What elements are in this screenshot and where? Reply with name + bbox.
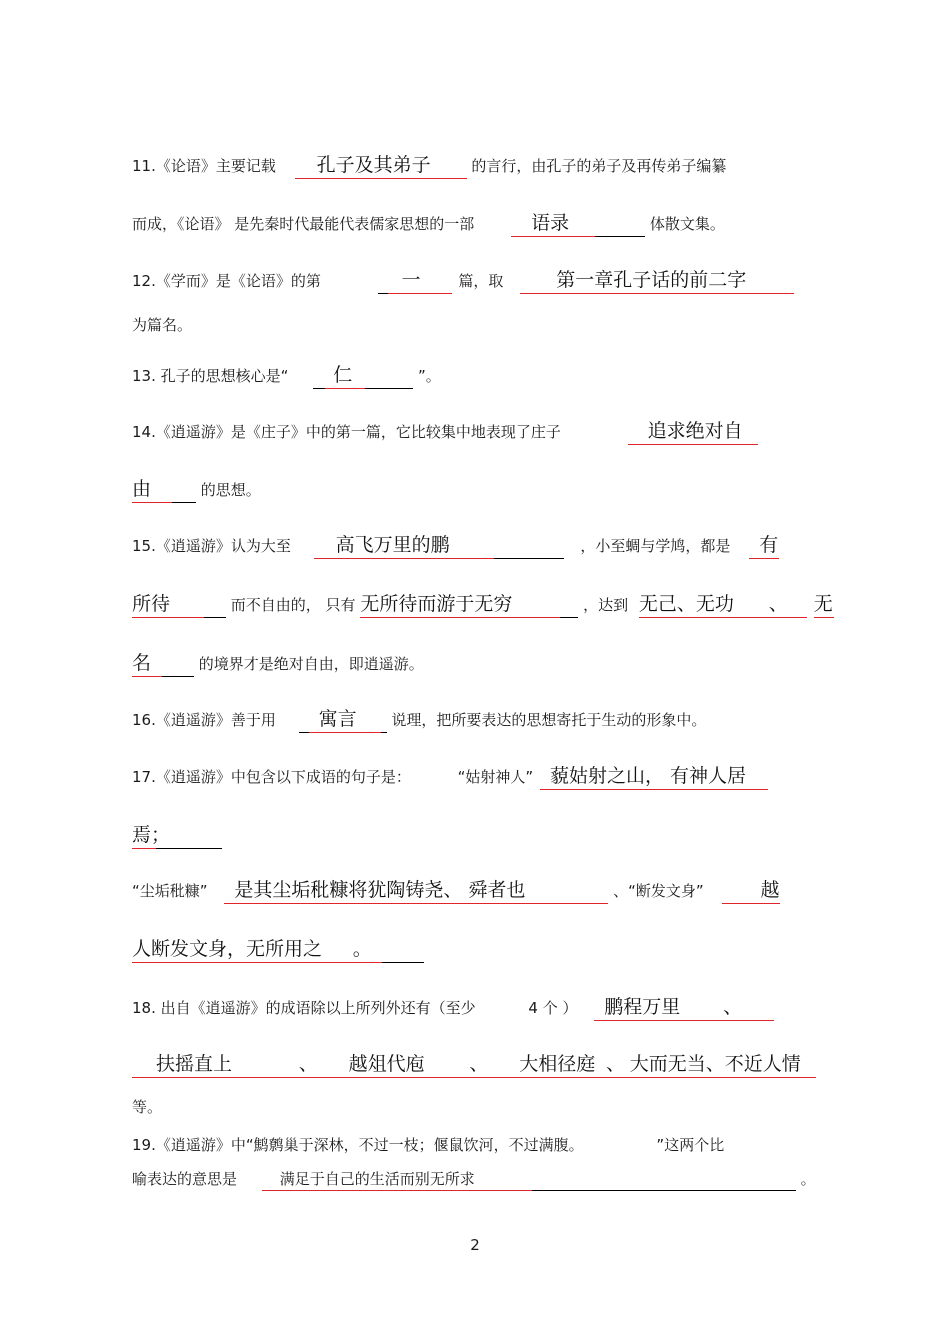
- q15-blank-2-part2: [132, 595, 226, 614]
- q18-answer-2: 扶摇直上: [156, 1053, 233, 1075]
- q17-end: 。: [352, 938, 372, 960]
- q15-mid-3: ，达到: [583, 596, 629, 614]
- q15-blank-5-part2: [132, 654, 194, 673]
- q16-suffix: 说理，把所要表达的思想寄托于生动的形象中。: [391, 711, 707, 729]
- q18-blank-2: [132, 1055, 816, 1074]
- q17-answer-1-part2: 焉；: [132, 824, 171, 846]
- q12-answer-1: 一: [401, 269, 421, 291]
- q15-separator: 、: [768, 593, 788, 615]
- q16-line: [132, 710, 706, 729]
- q12-line1: [132, 271, 794, 290]
- q15-answer-4: 无己、无功: [638, 593, 734, 615]
- q17-answer-1-part1: 藐姑射之山， 有神人居: [549, 765, 747, 787]
- q15-blank-5-part1: [814, 595, 834, 614]
- q15-answer-2-part2: 所待: [132, 593, 171, 615]
- q18-line3-text: 等。: [132, 1098, 163, 1116]
- q15-mid-1: ，小至蜩与学鸠，都是: [580, 537, 731, 555]
- q11-suffix: 体散文集。: [649, 215, 725, 233]
- q17-idiom-3: 、“断发文身”: [613, 882, 704, 900]
- q14-blank-part2: [132, 480, 196, 499]
- q17-answer-2: 是其尘垢秕糠将犹陶铸尧、 舜者也: [234, 879, 526, 901]
- q18-line3: [132, 1100, 162, 1115]
- q18-prefix: 18. 出自《逍遥游》的成语除以上所列外还有（至少: [132, 999, 476, 1017]
- q12-mid: 篇，取: [458, 272, 504, 290]
- q11-line2-prefix: 而成，《论语》 是先秦时代最能代表儒家思想的一部: [132, 215, 475, 233]
- q17-idiom-2: “尘垢秕糠”: [132, 882, 208, 900]
- q11-prefix: 11.《论语》主要记载: [132, 157, 276, 175]
- q14-line2: [132, 480, 261, 499]
- q13-line: [132, 366, 441, 385]
- q12-blank-2: [520, 271, 794, 290]
- q11-line2: [132, 214, 725, 233]
- q19-line1: [132, 1138, 724, 1153]
- q18-separator-3: 、: [469, 1053, 489, 1075]
- q16-answer: 寓言: [318, 708, 357, 730]
- q17-blank-3-part1: [722, 881, 780, 900]
- q17-idiom-1: “姑射神人”: [457, 768, 534, 786]
- q15-line2: [132, 595, 834, 614]
- q15-answer-5-part2: 名: [132, 652, 152, 674]
- q17-blank-1-part2: [132, 826, 222, 845]
- q12-blank-1: [378, 271, 452, 290]
- q14-suffix: 的思想。: [200, 481, 261, 499]
- q14-prefix: 14.《逍遥游》是《庄子》中的第一篇，它比较集中地表现了庄子: [132, 423, 561, 441]
- q15-blank-2-part1: [749, 536, 779, 555]
- q19-prefix: 19.《逍遥游》中“鹪鹩巢于深林，不过一枝；偃鼠饮河，不过满腹。: [132, 1136, 584, 1154]
- q17-blank-3-part2: [132, 940, 424, 959]
- q12-prefix: 12.《学而》是《论语》的第: [132, 272, 321, 290]
- q15-line1: [132, 536, 779, 555]
- q17-line1: [132, 767, 768, 786]
- q18-count: 4 个 ）: [528, 999, 578, 1017]
- q18-answer-1: 鹏程万里: [604, 996, 681, 1018]
- page-number: 2: [470, 1236, 480, 1254]
- q13-answer: 仁: [333, 364, 353, 386]
- q15-answer-5-part1: 无: [813, 593, 833, 615]
- q15-blank-1: [314, 536, 564, 555]
- q15-answer-3: 无所待而游于无穷: [360, 593, 513, 615]
- q19-line2-prefix: 喻表达的意思是: [132, 1170, 238, 1188]
- q14-blank-part1: [628, 422, 758, 441]
- q11-answer-2: 语录: [531, 212, 570, 234]
- q14-answer-part2: 由: [132, 478, 152, 500]
- q17-answer-3-part1: 越: [760, 879, 780, 901]
- q18-answer-5: 大而无当、不近人情: [629, 1053, 801, 1075]
- q18-blank-1: [594, 998, 774, 1017]
- q18-line1: [132, 998, 774, 1017]
- q18-separator-2: 、: [298, 1053, 318, 1075]
- q17-line2: [132, 826, 222, 845]
- q12-answer-2: 第一章孔子话的前二字: [556, 269, 747, 291]
- q17-line4: [132, 940, 424, 959]
- q18-answer-3: 越俎代庖: [348, 1053, 425, 1075]
- q13-blank: [313, 366, 413, 385]
- q13-prefix: 13. 孔子的思想核心是“: [132, 367, 289, 385]
- q18-line2: [132, 1055, 816, 1074]
- q16-blank: [299, 710, 387, 729]
- q17-line3: [132, 881, 780, 900]
- q14-line1: [132, 422, 758, 441]
- q17-blank-1-part1: [540, 767, 768, 786]
- q11-answer-1: 孔子及其弟子: [316, 154, 431, 176]
- q15-suffix: 的境界才是绝对自由，即逍遥游。: [198, 655, 424, 673]
- q11-blank-1: [295, 156, 467, 175]
- q19-answer: 满足于自己的生活而别无所求: [279, 1170, 475, 1188]
- q15-blank-3: [360, 595, 578, 614]
- q11-line1: [132, 156, 726, 175]
- q15-mid-2: 而不自由的， 只有: [230, 596, 356, 614]
- q13-suffix: ”。: [417, 367, 441, 385]
- q15-prefix: 15.《逍遥游》认为大至: [132, 537, 291, 555]
- q15-line3: [132, 654, 424, 673]
- q19-end: 。: [800, 1170, 816, 1188]
- q19-tail: ”这两个比: [656, 1136, 725, 1154]
- q17-blank-2: [224, 881, 608, 900]
- q17-prefix: 17.《逍遥游》中包含以下成语的句子是：: [132, 768, 411, 786]
- q15-answer-2-part1: 有: [759, 534, 779, 556]
- q18-answer-4: 大相径庭: [519, 1053, 596, 1075]
- q11-mid: 的言行，由孔子的弟子及再传弟子编纂: [471, 157, 727, 175]
- q19-blank: [262, 1172, 796, 1187]
- q15-blank-4: [639, 595, 807, 614]
- q12-line2: [132, 318, 192, 333]
- q14-answer-part1: 追求绝对自: [647, 420, 743, 442]
- q18-separator-4: 、: [605, 1053, 625, 1075]
- q17-answer-3-part2: 人断发文身，无所用之: [132, 938, 323, 960]
- q18-separator: 、: [723, 996, 743, 1018]
- q19-line2: [132, 1172, 816, 1187]
- q16-prefix: 16.《逍遥游》善于用: [132, 711, 276, 729]
- q12-line2-text: 为篇名。: [132, 316, 193, 334]
- q11-blank-2: [511, 214, 645, 233]
- q15-answer-1: 高飞万里的鹏: [335, 534, 450, 556]
